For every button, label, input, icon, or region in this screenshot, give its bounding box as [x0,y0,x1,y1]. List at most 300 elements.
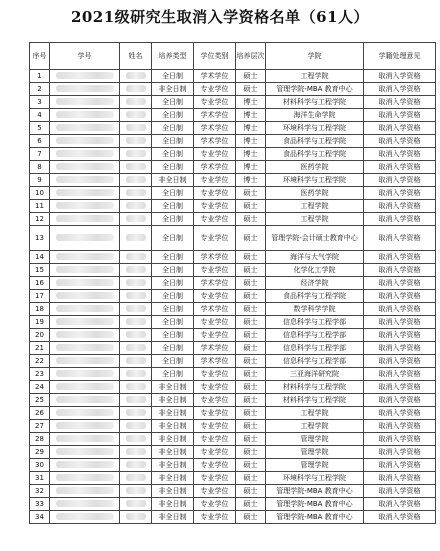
header-name: 姓名 [120,43,152,70]
seq-cell: 3 [30,96,50,109]
name-cell [120,394,152,407]
student-id-cell [50,174,120,187]
college-cell: 化学化工学院 [266,264,364,277]
training-type-cell: 全日制 [152,251,194,264]
redacted-mask [56,370,114,377]
level-cell: 博士 [236,135,266,148]
table-row [30,381,436,394]
degree-type-cell: 专业学位 [194,485,236,498]
table-row [30,355,436,368]
student-id-cell [50,96,120,109]
table-row [30,70,436,83]
decision-cell: 取消入学资格 [364,381,436,394]
name-cell [120,511,152,524]
student-id-cell [50,277,120,290]
training-type-cell: 非全日制 [152,381,194,394]
student-id-cell [50,290,120,303]
college-cell: 材料科学与工程学院 [266,381,364,394]
student-id-cell [50,368,120,381]
decision-cell: 取消入学资格 [364,200,436,213]
table-row [30,226,436,251]
redacted-mask [56,234,114,241]
decision-cell: 取消入学资格 [364,264,436,277]
degree-type-cell: 学术学位 [194,277,236,290]
redacted-mask [56,111,114,118]
student-id-cell [50,83,120,96]
degree-type-cell: 专业学位 [194,200,236,213]
table-row [30,407,436,420]
table-row [30,187,436,200]
college-cell: 工程学院 [266,213,364,226]
redacted-mask [56,137,114,144]
degree-type-cell: 学术学位 [194,135,236,148]
student-id-cell [50,200,120,213]
redacted-mask [56,461,114,468]
level-cell: 硕士 [236,381,266,394]
decision-cell: 取消入学资格 [364,96,436,109]
college-cell: 海洋生命学院 [266,109,364,122]
redacted-mask [126,279,146,286]
college-cell: 材料科学与工程学院 [266,96,364,109]
table-row [30,485,436,498]
level-cell: 硕士 [236,355,266,368]
table-row [30,316,436,329]
student-id-cell [50,329,120,342]
page-title: 2021级研究生取消入学资格名单（61人） [70,8,370,26]
decision-cell: 取消入学资格 [364,70,436,83]
redacted-mask [56,409,114,416]
student-id-cell [50,303,120,316]
seq-cell: 34 [30,511,50,524]
table-row [30,83,436,96]
decision-cell: 取消入学资格 [364,485,436,498]
college-cell: 工程学院 [266,70,364,83]
student-id-cell [50,511,120,524]
college-cell: 医药学院 [266,187,364,200]
name-cell [120,226,152,251]
student-id-cell [50,187,120,200]
degree-type-cell: 专业学位 [194,420,236,433]
level-cell: 硕士 [236,226,266,251]
level-cell: 硕士 [236,472,266,485]
redacted-mask [126,331,146,338]
level-cell: 硕士 [236,187,266,200]
training-type-cell: 非全日制 [152,407,194,420]
table-row [30,122,436,135]
college-cell: 经济学院 [266,277,364,290]
redacted-mask [56,253,114,260]
redacted-mask [56,318,114,325]
redacted-mask [56,279,114,286]
redacted-mask [56,344,114,351]
degree-type-cell: 专业学位 [194,329,236,342]
student-id-cell [50,213,120,226]
redacted-mask [56,422,114,429]
level-cell: 硕士 [236,70,266,83]
level-cell: 硕士 [236,485,266,498]
name-cell [120,381,152,394]
table-row [30,472,436,485]
redacted-mask [126,234,146,241]
redacted-mask [126,409,146,416]
redacted-mask [126,344,146,351]
student-id-cell [50,498,120,511]
name-cell [120,135,152,148]
training-type-cell: 全日制 [152,135,194,148]
seq-cell: 22 [30,355,50,368]
redacted-mask [56,124,114,131]
student-id-cell [50,70,120,83]
redacted-mask [56,215,114,222]
seq-cell: 15 [30,264,50,277]
level-cell: 博士 [236,109,266,122]
degree-type-cell: 学术学位 [194,161,236,174]
student-id-cell [50,251,120,264]
decision-cell: 取消入学资格 [364,472,436,485]
table-row [30,135,436,148]
name-cell [120,70,152,83]
name-cell [120,83,152,96]
table-row [30,329,436,342]
redacted-mask [56,266,114,273]
student-id-cell [50,342,120,355]
level-cell: 硕士 [236,213,266,226]
college-cell: 工程学院 [266,407,364,420]
student-id-cell [50,135,120,148]
student-id-cell [50,264,120,277]
table-row [30,290,436,303]
college-cell: 信息科学与工程学部 [266,342,364,355]
table-row [30,511,436,524]
seq-cell: 25 [30,394,50,407]
college-cell: 管理学院-MBA 教育中心 [266,485,364,498]
seq-cell: 16 [30,277,50,290]
degree-type-cell: 学术学位 [194,70,236,83]
table-row [30,200,436,213]
degree-type-cell: 学术学位 [194,109,236,122]
table-header-row [30,43,436,70]
degree-type-cell: 专业学位 [194,498,236,511]
name-cell [120,446,152,459]
degree-type-cell: 专业学位 [194,96,236,109]
decision-cell: 取消入学资格 [364,394,436,407]
college-cell: 信息科学与工程学部 [266,316,364,329]
decision-cell: 取消入学资格 [364,446,436,459]
name-cell [120,498,152,511]
table-row [30,148,436,161]
decision-cell: 取消入学资格 [364,420,436,433]
seq-cell: 5 [30,122,50,135]
college-cell: 三亚海洋研究院 [266,368,364,381]
college-cell: 管理学院 [266,433,364,446]
decision-cell: 取消入学资格 [364,161,436,174]
degree-type-cell: 专业学位 [194,511,236,524]
redacted-mask [56,72,114,79]
redacted-mask [56,448,114,455]
name-cell [120,96,152,109]
level-cell: 硕士 [236,290,266,303]
name-cell [120,368,152,381]
redacted-mask [126,176,146,183]
college-cell: 食品科学与工程学院 [266,135,364,148]
training-type-cell: 非全日制 [152,433,194,446]
college-cell: 材料科学与工程学院 [266,394,364,407]
redacted-mask [56,500,114,507]
training-type-cell: 全日制 [152,187,194,200]
seq-cell: 21 [30,342,50,355]
level-cell: 硕士 [236,446,266,459]
name-cell [120,472,152,485]
redacted-mask [126,513,146,520]
degree-type-cell: 专业学位 [194,83,236,96]
training-type-cell: 非全日制 [152,511,194,524]
redacted-mask [126,461,146,468]
degree-type-cell: 专业学位 [194,187,236,200]
level-cell: 博士 [236,148,266,161]
training-type-cell: 全日制 [152,368,194,381]
decision-cell: 取消入学资格 [364,355,436,368]
level-cell: 硕士 [236,394,266,407]
redacted-mask [56,85,114,92]
name-cell [120,303,152,316]
college-cell: 管理学院-MBA 教育中心 [266,511,364,524]
training-type-cell: 非全日制 [152,174,194,187]
seq-cell: 30 [30,459,50,472]
decision-cell: 取消入学资格 [364,498,436,511]
training-type-cell: 全日制 [152,277,194,290]
decision-cell: 取消入学资格 [364,174,436,187]
name-cell [120,251,152,264]
seq-cell: 28 [30,433,50,446]
redacted-mask [56,331,114,338]
redacted-mask [126,253,146,260]
seq-cell: 6 [30,135,50,148]
training-type-cell: 非全日制 [152,420,194,433]
redacted-mask [126,474,146,481]
degree-type-cell: 学术学位 [194,355,236,368]
level-cell: 硕士 [236,342,266,355]
seq-cell: 7 [30,148,50,161]
level-cell: 硕士 [236,407,266,420]
seq-cell: 17 [30,290,50,303]
decision-cell: 取消入学资格 [364,109,436,122]
redacted-mask [126,189,146,196]
degree-type-cell: 学术学位 [194,122,236,135]
table-row [30,303,436,316]
level-cell: 硕士 [236,368,266,381]
college-cell: 工程学院 [266,420,364,433]
training-type-cell: 全日制 [152,122,194,135]
table-row [30,446,436,459]
table-row [30,459,436,472]
redacted-mask [126,85,146,92]
redacted-mask [126,150,146,157]
name-cell [120,342,152,355]
redacted-mask [126,435,146,442]
degree-type-cell: 专业学位 [194,290,236,303]
redacted-mask [56,396,114,403]
redacted-mask [56,150,114,157]
redacted-mask [56,176,114,183]
seq-cell: 11 [30,200,50,213]
decision-cell: 取消入学资格 [364,226,436,251]
student-id-cell [50,316,120,329]
redacted-mask [126,396,146,403]
college-cell: 环境科学与工程学院 [266,472,364,485]
redacted-mask [126,266,146,273]
college-cell: 信息科学与工程学部 [266,329,364,342]
student-id-cell [50,472,120,485]
decision-cell: 取消入学资格 [364,511,436,524]
degree-type-cell: 专业学位 [194,472,236,485]
header-training-type: 培养类型 [152,43,194,70]
seq-cell: 14 [30,251,50,264]
seq-cell: 23 [30,368,50,381]
seq-cell: 19 [30,316,50,329]
decision-cell: 取消入学资格 [364,459,436,472]
decision-cell: 取消入学资格 [364,329,436,342]
student-id-cell [50,226,120,251]
degree-type-cell: 专业学位 [194,459,236,472]
name-cell [120,213,152,226]
college-cell: 管理学院 [266,459,364,472]
college-cell: 环境科学与工程学院 [266,122,364,135]
college-cell: 食品科学与工程学院 [266,290,364,303]
table-row [30,161,436,174]
level-cell: 博士 [236,122,266,135]
redacted-mask [126,422,146,429]
degree-type-cell: 学术学位 [194,251,236,264]
seq-cell: 2 [30,83,50,96]
training-type-cell: 全日制 [152,200,194,213]
seq-cell: 12 [30,213,50,226]
student-id-cell [50,485,120,498]
decision-cell: 取消入学资格 [364,251,436,264]
training-type-cell: 非全日制 [152,498,194,511]
degree-type-cell: 专业学位 [194,213,236,226]
name-cell [120,148,152,161]
header-student-id: 学号 [50,43,120,70]
seq-cell: 18 [30,303,50,316]
training-type-cell: 全日制 [152,70,194,83]
seq-cell: 13 [30,226,50,251]
redacted-mask [126,163,146,170]
redacted-mask [126,305,146,312]
college-cell: 医药学院 [266,161,364,174]
seq-cell: 9 [30,174,50,187]
redacted-mask [126,137,146,144]
degree-type-cell: 专业学位 [194,226,236,251]
redacted-mask [126,370,146,377]
training-type-cell: 全日制 [152,316,194,329]
student-id-cell [50,394,120,407]
redacted-mask [126,357,146,364]
header-degree-type: 学位类别 [194,43,236,70]
training-type-cell: 非全日制 [152,459,194,472]
level-cell: 博士 [236,96,266,109]
training-type-cell: 全日制 [152,148,194,161]
decision-cell: 取消入学资格 [364,290,436,303]
name-cell [120,316,152,329]
redacted-mask [56,98,114,105]
table-row [30,433,436,446]
seq-cell: 4 [30,109,50,122]
name-cell [120,122,152,135]
college-cell: 信息科学与工程学部 [266,355,364,368]
level-cell: 博士 [236,174,266,187]
training-type-cell: 全日制 [152,96,194,109]
decision-cell: 取消入学资格 [364,316,436,329]
decision-cell: 取消入学资格 [364,303,436,316]
degree-type-cell: 专业学位 [194,368,236,381]
level-cell: 硕士 [236,459,266,472]
seq-cell: 27 [30,420,50,433]
redacted-mask [126,448,146,455]
decision-cell: 取消入学资格 [364,135,436,148]
name-cell [120,355,152,368]
training-type-cell: 全日制 [152,290,194,303]
degree-type-cell: 专业学位 [194,433,236,446]
student-id-cell [50,407,120,420]
name-cell [120,109,152,122]
redacted-mask [56,383,114,390]
name-cell [120,200,152,213]
decision-cell: 取消入学资格 [364,407,436,420]
student-id-cell [50,109,120,122]
name-cell [120,187,152,200]
redacted-mask [126,383,146,390]
student-id-cell [50,161,120,174]
redacted-mask [56,357,114,364]
redacted-mask [56,474,114,481]
table-row [30,342,436,355]
training-type-cell: 全日制 [152,303,194,316]
level-cell: 博士 [236,161,266,174]
student-id-cell [50,355,120,368]
level-cell: 硕士 [236,498,266,511]
decision-cell: 取消入学资格 [364,187,436,200]
college-cell: 食品科学与工程学院 [266,148,364,161]
level-cell: 硕士 [236,420,266,433]
seq-cell: 20 [30,329,50,342]
level-cell: 硕士 [236,277,266,290]
level-cell: 硕士 [236,83,266,96]
seq-cell: 8 [30,161,50,174]
college-cell: 数学科学学院 [266,303,364,316]
degree-type-cell: 学术学位 [194,303,236,316]
college-cell: 环境科学与工程学院 [266,174,364,187]
header-level: 培养层次 [236,43,266,70]
table-row [30,174,436,187]
training-type-cell: 全日制 [152,264,194,277]
name-cell [120,459,152,472]
training-type-cell: 非全日制 [152,485,194,498]
redacted-mask [56,292,114,299]
level-cell: 硕士 [236,303,266,316]
redacted-mask [56,189,114,196]
redacted-mask [126,292,146,299]
redacted-mask [56,513,114,520]
name-cell [120,407,152,420]
table-row [30,96,436,109]
redacted-mask [126,215,146,222]
degree-type-cell: 专业学位 [194,174,236,187]
redacted-mask [126,500,146,507]
table-row [30,498,436,511]
degree-type-cell: 专业学位 [194,407,236,420]
decision-cell: 取消入学资格 [364,433,436,446]
redacted-mask [126,318,146,325]
